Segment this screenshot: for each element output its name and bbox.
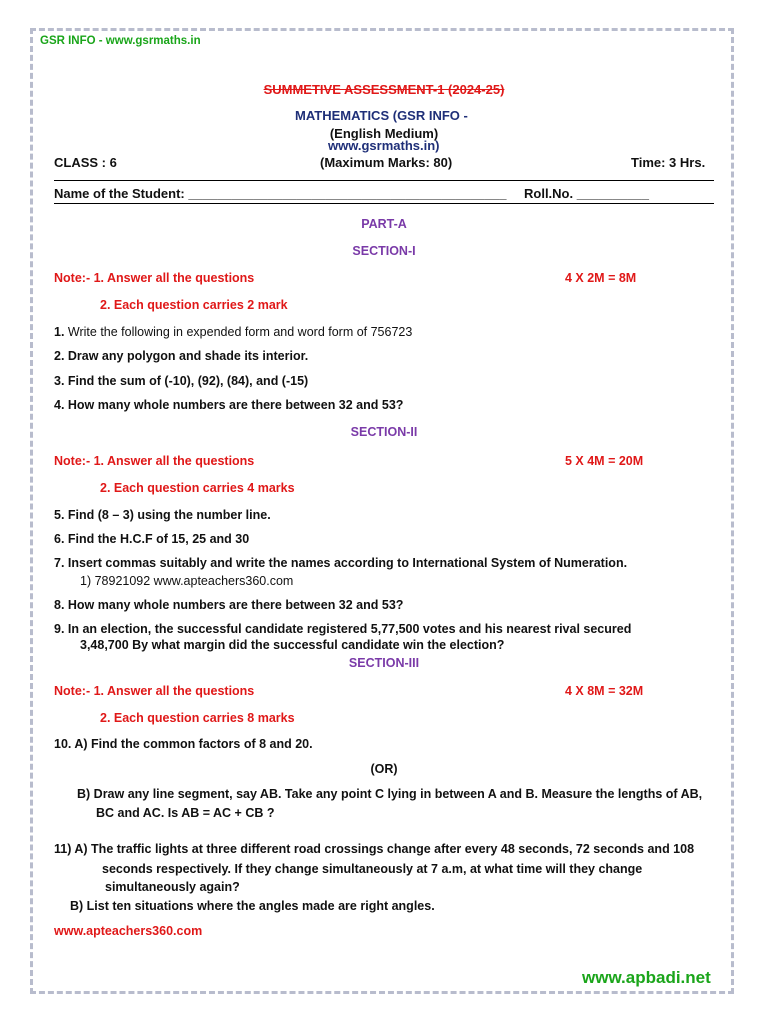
question-10b-line-2: BC and AC. Is AB = AC + CB ?	[96, 806, 275, 820]
footer-brand[interactable]: www.apbadi.net	[582, 968, 711, 987]
section-1-note-1: Note:- 1. Answer all the questions	[54, 271, 255, 285]
question-11a-line-3: simultaneously again?	[105, 880, 240, 894]
or-label: (OR)	[370, 762, 398, 776]
question-8: 8. How many whole numbers are there between 32 and 53?	[54, 598, 404, 612]
subject-line	[295, 108, 468, 123]
section-1-heading: SECTION-I	[352, 244, 416, 258]
section-2-note-2: 2. Each question carries 4 marks	[100, 481, 295, 495]
question-1	[54, 325, 412, 339]
question-11a-line-1: 11) A) The traffic lights at three different road crossings change after every 48 seconds, 72 seconds and 108	[54, 842, 695, 856]
section-1-marks: 4 X 2M = 8M	[565, 271, 637, 285]
section-3-marks: 4 X 8M = 32M	[565, 684, 644, 698]
time-label: Time: 3 Hrs.	[631, 155, 706, 170]
roll-no-field: Roll.No. __________	[524, 186, 650, 201]
section-3-note-1: Note:- 1. Answer all the questions	[54, 684, 255, 698]
subject-overlay: GSR INFO -	[397, 108, 468, 123]
question-7: 7. Insert commas suitably and write the names according to International System of Numeration.	[54, 556, 628, 570]
question-7-sub: 1) 78921092 www.apteachers360.com	[80, 574, 294, 588]
section-2-marks: 5 X 4M = 20M	[565, 454, 644, 468]
student-name-field: Name of the Student: ____________________________________________	[54, 186, 507, 201]
question-1-number: 1.	[54, 325, 65, 339]
website-label: www.gsrmaths.in)	[328, 138, 440, 153]
question-10b-line-1: B) Draw any line segment, say AB. Take any point C lying in between A and B. Measure the lengths of AB,	[77, 787, 703, 801]
section-3-note-2: 2. Each question carries 8 marks	[100, 711, 295, 725]
question-1-text: Write the following in expended form and word form of 756723	[64, 325, 413, 339]
question-2: 2. Draw any polygon and shade its interior.	[54, 349, 309, 363]
section-2-heading: SECTION-II	[350, 425, 418, 439]
rule-top	[54, 180, 714, 181]
section-3-heading: SECTION-III	[348, 656, 420, 670]
rule-bottom	[54, 203, 714, 204]
medium-label: (English Medium)	[329, 126, 439, 141]
question-11b: B) List ten situations where the angles made are right angles.	[70, 899, 435, 913]
question-6: 6. Find the H.C.F of 15, 25 and 30	[54, 532, 250, 546]
section-1-note-2: 2. Each question carries 2 mark	[100, 298, 288, 312]
question-9-line-1: 9. In an election, the successful candidate registered 5,77,500 votes and his nearest rival secured	[54, 622, 632, 636]
question-5: 5. Find (8 – 3) using the number line.	[54, 508, 271, 522]
subject-label: MATHEMATICS (	[295, 108, 398, 123]
max-marks: (Maximum Marks: 80)	[320, 155, 453, 170]
question-3: 3. Find the sum of (-10), (92), (84), and (-15)	[54, 374, 309, 388]
footer-link[interactable]: www.apteachers360.com	[54, 924, 203, 938]
question-11a-line-2: seconds respectively. If they change simultaneously at 7 a.m, at what time will they change	[102, 862, 643, 876]
section-2-note-1: Note:- 1. Answer all the questions	[54, 454, 255, 468]
class-label: CLASS : 6	[54, 155, 117, 170]
question-9-line-2: 3,48,700 By what margin did the successful candidate win the election?	[80, 638, 505, 652]
part-heading: PART-A	[361, 217, 407, 231]
exam-title: SUMMETIVE ASSESSMENT-1 (2024-25)	[263, 82, 505, 97]
question-4: 4. How many whole numbers are there between 32 and 53?	[54, 398, 404, 412]
question-10a: 10. A) Find the common factors of 8 and 20.	[54, 737, 313, 751]
site-tag: GSR INFO - www.gsrmaths.in	[40, 35, 201, 47]
